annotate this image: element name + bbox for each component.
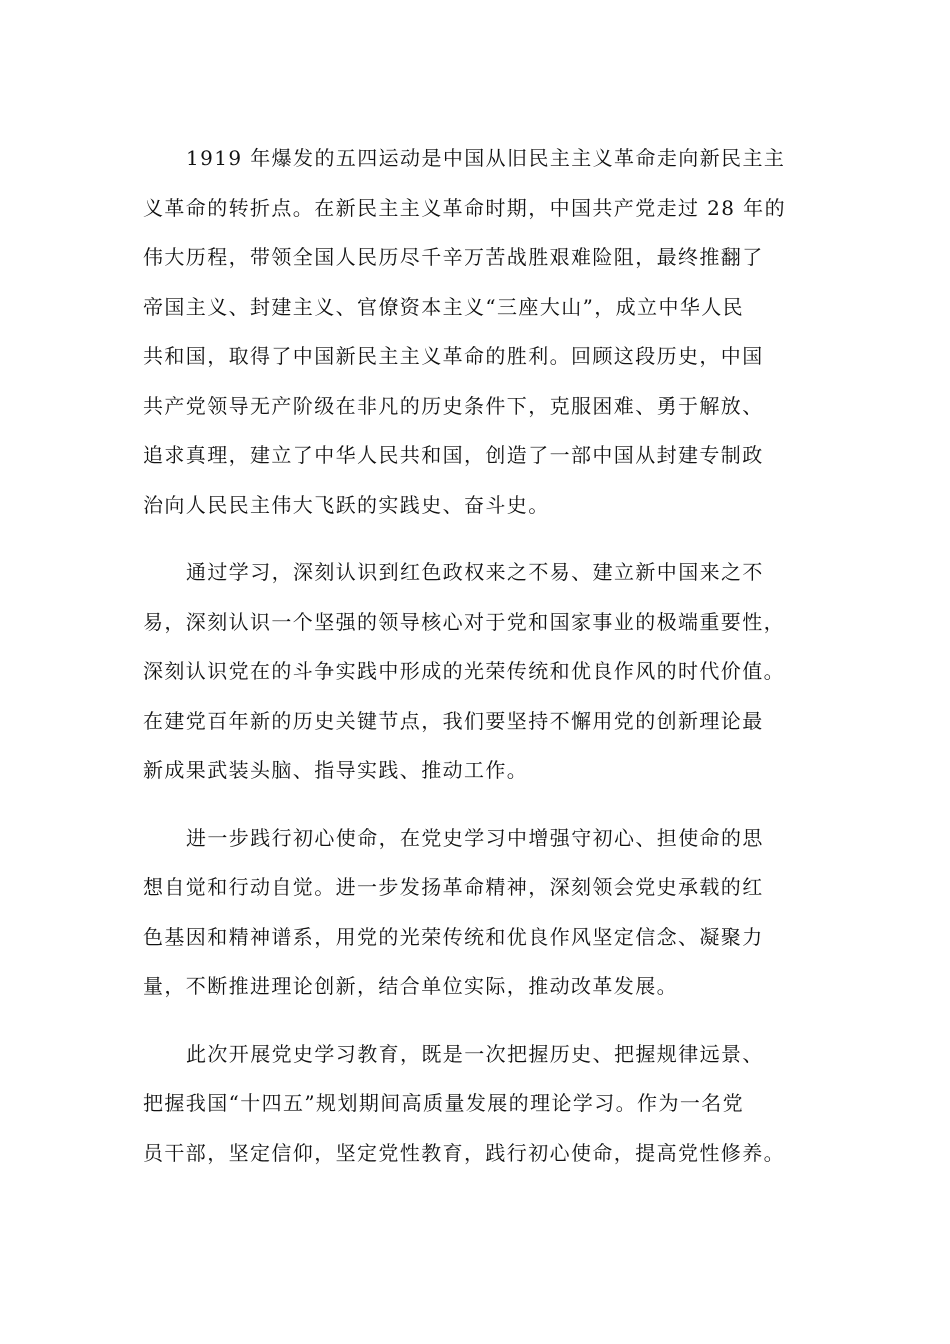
paragraph-3 [143, 814, 807, 1012]
paragraph-line: 追求真理，建立了中华人民共和国，创造了一部中国从封建专制政 [143, 443, 764, 467]
paragraph-line: 在建党百年新的历史关键节点，我们要坚持不懈用党的创新理论最 [143, 708, 764, 733]
paragraph-line: 1919 年爆发的五四运动是中国从旧民主主义革命走向新民主主 [186, 146, 786, 170]
paragraph-line: 把握我国“十四五”规划期间高质量发展的理论学习。作为一名党 [143, 1091, 745, 1115]
paragraph-line: 深刻认识党在的斗争实践中形成的光荣传统和优良作风的时代价值。 [143, 659, 785, 683]
paragraph-line: 想自觉和行动自觉。进一步发扬革命精神，深刻领会党史承载的红 [143, 875, 764, 899]
paragraph-4 [143, 1030, 807, 1179]
paragraph-line: 通过学习，深刻认识到红色政权来之不易、建立新中国来之不 [186, 560, 764, 584]
paragraph-line: 此次开展党史学习教育，既是一次把握历史、把握规律远景、 [186, 1041, 764, 1066]
paragraph-line: 共产党领导无产阶级在非凡的历史条件下，克服困难、勇于解放、 [143, 393, 764, 418]
paragraph-2 [143, 548, 807, 796]
paragraph-1 [143, 134, 807, 530]
paragraph-line: 量，不断推进理论创新，结合单位实际，推动改革发展。 [143, 974, 678, 998]
paragraph-line: 色基因和精神谱系，用党的光荣传统和优良作风坚定信念、凝聚力 [143, 924, 764, 949]
paragraph-line: 义革命的转折点。在新民主主义革命时期，中国共产党走过 28 年的 [143, 195, 786, 220]
paragraph-line: 新成果武装头脑、指导实践、推动工作。 [143, 758, 529, 782]
paragraph-line: 进一步践行初心使命，在党史学习中增强守初心、担使命的思 [186, 825, 764, 850]
paragraph-line: 员干部，坚定信仰，坚定党性教育，践行初心使命，提高党性修养。 [143, 1140, 785, 1165]
paragraph-line: 帝国主义、封建主义、官僚资本主义“三座大山”，成立中华人民 [143, 294, 745, 319]
paragraph-line: 共和国，取得了中国新民主主义革命的胜利。回顾这段历史，中国 [143, 344, 764, 368]
paragraph-line: 伟大历程，带领全国人民历尽千辛万苦战胜艰难险阻，最终推翻了 [143, 245, 764, 269]
paragraph-line: 治向人民民主伟大飞跃的实践史、奋斗史。 [143, 492, 550, 517]
paragraph-line: 易，深刻认识一个坚强的领导核心对于党和国家事业的极端重要性， [143, 609, 785, 634]
document-page [143, 134, 807, 1178]
